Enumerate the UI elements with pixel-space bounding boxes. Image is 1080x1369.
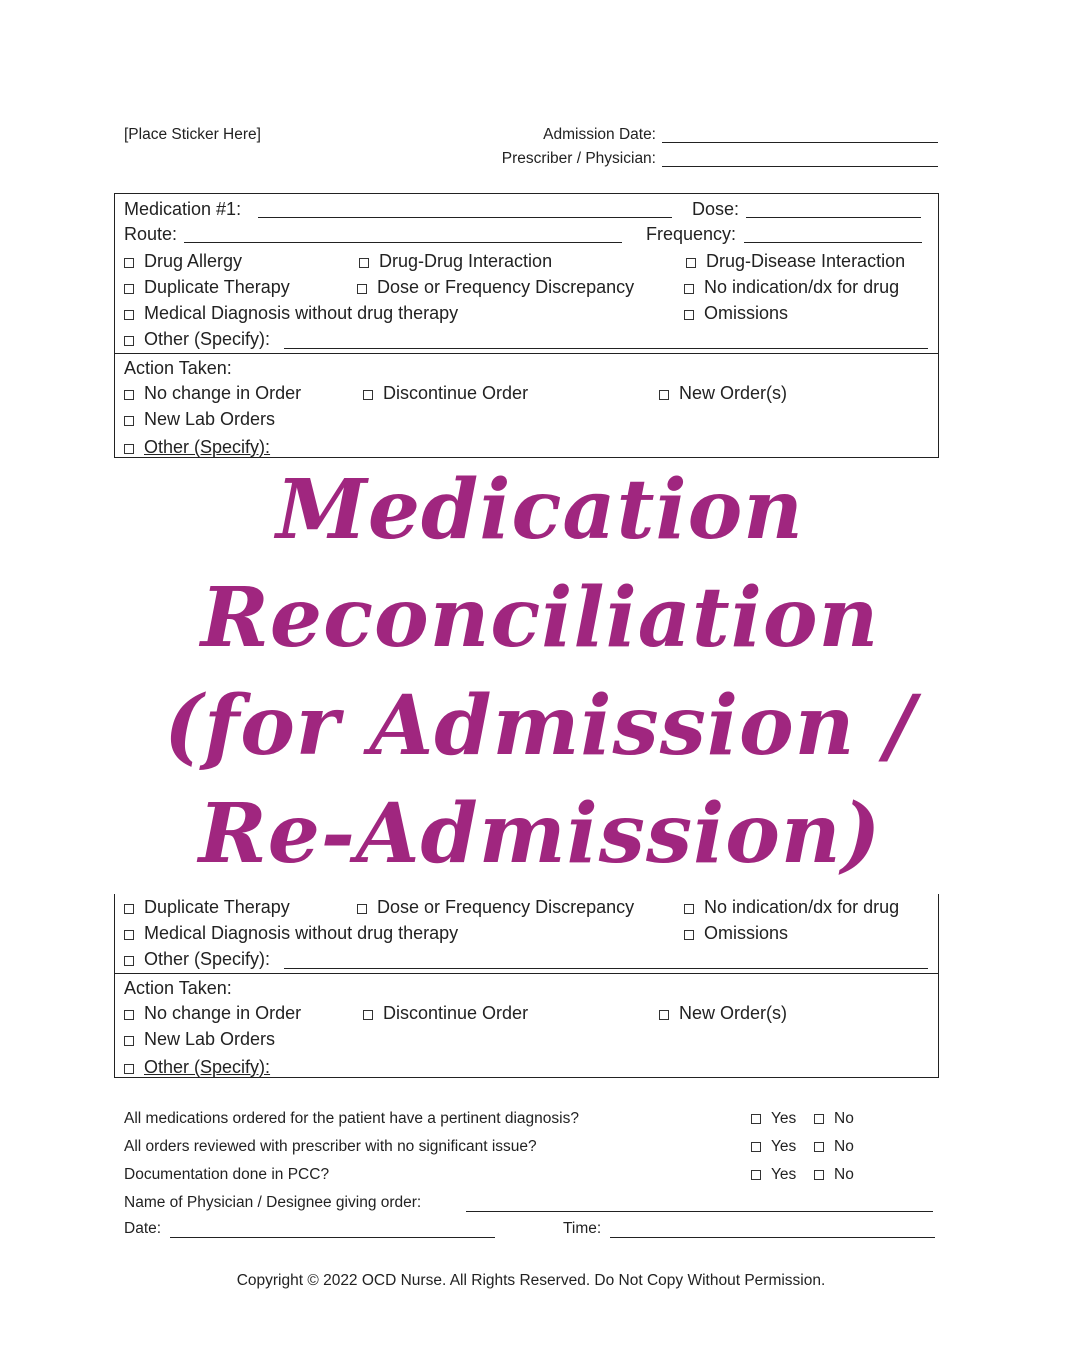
new-orders-label: New Order(s)	[679, 383, 788, 403]
discontinue-option[interactable]	[363, 383, 528, 404]
checkbox-icon[interactable]	[684, 904, 694, 914]
new-orders-option-2[interactable]	[659, 1003, 787, 1024]
yes-label: Yes	[771, 1110, 797, 1127]
med-dx-label: Medical Diagnosis without drug therapy	[144, 923, 459, 943]
checkbox-icon[interactable]	[124, 956, 134, 966]
physician-designee-field[interactable]	[466, 1211, 933, 1212]
checkbox-icon[interactable]	[124, 336, 134, 346]
checkbox-icon[interactable]	[684, 930, 694, 940]
checkbox-icon[interactable]	[814, 1142, 824, 1152]
new-lab-option-2[interactable]	[124, 1029, 275, 1050]
new-lab-label: New Lab Orders	[144, 1029, 276, 1049]
no-label: No	[834, 1138, 854, 1155]
omissions-option-2[interactable]	[684, 923, 788, 944]
frequency-label: Frequency:	[646, 224, 737, 244]
q2-no-option[interactable]	[814, 1138, 854, 1156]
medication-label: Medication #1:	[124, 199, 242, 219]
no-change-option[interactable]	[124, 383, 301, 404]
other-field-2[interactable]	[284, 968, 928, 969]
checkbox-icon[interactable]	[659, 390, 669, 400]
discontinue-label: Discontinue Order	[383, 383, 529, 403]
action-other-option-2[interactable]	[124, 1057, 270, 1078]
checkbox-icon[interactable]	[124, 284, 134, 294]
action-divider-bottom	[114, 973, 939, 974]
admission-date-label: Admission Date:	[543, 126, 656, 143]
checkbox-icon[interactable]	[124, 904, 134, 914]
action-divider-top	[114, 353, 939, 354]
med-dx-option-2[interactable]	[124, 923, 458, 944]
checkbox-icon[interactable]	[751, 1142, 761, 1152]
q3-yes-option[interactable]	[751, 1166, 796, 1184]
q2-yes-option[interactable]	[751, 1138, 796, 1156]
time-field[interactable]	[610, 1237, 935, 1238]
yes-label: Yes	[771, 1138, 797, 1155]
checkbox-icon[interactable]	[124, 930, 134, 940]
dose-freq-option[interactable]	[357, 277, 634, 298]
admission-date-field[interactable]	[662, 142, 938, 143]
checkbox-icon[interactable]	[686, 258, 696, 268]
duplicate-label: Duplicate Therapy	[144, 277, 290, 297]
question-diagnosis: All medications ordered for the patient have a pertinent diagnosis?	[124, 1110, 579, 1127]
checkbox-icon[interactable]	[363, 1010, 373, 1020]
other-label: Other (Specify):	[144, 949, 271, 969]
checkbox-icon[interactable]	[751, 1170, 761, 1180]
checkbox-icon[interactable]	[684, 284, 694, 294]
dose-freq-label: Dose or Frequency Discrepancy	[377, 897, 635, 917]
drug-drug-option[interactable]	[359, 251, 552, 272]
prescriber-field[interactable]	[662, 166, 938, 167]
checkbox-icon[interactable]	[684, 310, 694, 320]
q1-yes-option[interactable]	[751, 1110, 796, 1128]
yes-label: Yes	[771, 1166, 797, 1183]
checkbox-icon[interactable]	[124, 310, 134, 320]
omissions-label: Omissions	[704, 303, 789, 323]
no-indication-option-2[interactable]	[684, 897, 899, 918]
q3-no-option[interactable]	[814, 1166, 854, 1184]
medication-field[interactable]	[258, 217, 672, 218]
other-option[interactable]	[124, 329, 270, 350]
new-lab-label: New Lab Orders	[144, 409, 276, 429]
checkbox-icon[interactable]	[359, 258, 369, 268]
drug-allergy-option[interactable]	[124, 251, 242, 272]
action-title: Action Taken:	[124, 358, 232, 378]
title-line-2: Reconciliation	[200, 570, 880, 666]
checkbox-icon[interactable]	[124, 390, 134, 400]
dose-field[interactable]	[746, 217, 921, 218]
checkbox-icon[interactable]	[124, 1064, 134, 1074]
drug-allergy-label: Drug Allergy	[144, 251, 243, 271]
discontinue-label: Discontinue Order	[383, 1003, 529, 1023]
q1-no-option[interactable]	[814, 1110, 854, 1128]
other-label: Other (Specify):	[144, 329, 271, 349]
med-dx-option[interactable]	[124, 303, 458, 324]
checkbox-icon[interactable]	[363, 390, 373, 400]
action-title-2: Action Taken:	[124, 978, 232, 998]
duplicate-option[interactable]	[124, 277, 290, 298]
no-label: No	[834, 1110, 854, 1127]
new-orders-label: New Order(s)	[679, 1003, 788, 1023]
dose-freq-label: Dose or Frequency Discrepancy	[377, 277, 635, 297]
action-other-option[interactable]	[124, 437, 270, 458]
med-dx-label: Medical Diagnosis without drug therapy	[144, 303, 459, 323]
route-label: Route:	[124, 224, 178, 244]
omissions-option[interactable]	[684, 303, 788, 324]
duplicate-option-2[interactable]	[124, 897, 290, 918]
action-other-label: Other (Specify):	[144, 437, 271, 457]
checkbox-icon[interactable]	[124, 258, 134, 268]
time-label: Time:	[563, 1220, 602, 1237]
no-change-label: No change in Order	[144, 383, 302, 403]
drug-disease-label: Drug-Disease Interaction	[706, 251, 906, 271]
other-field[interactable]	[284, 348, 928, 349]
no-indication-label: No indication/dx for drug	[704, 897, 900, 917]
dose-freq-option-2[interactable]	[357, 897, 634, 918]
no-indication-label: No indication/dx for drug	[704, 277, 900, 297]
no-label: No	[834, 1166, 854, 1183]
copyright-notice: Copyright © 2022 OCD Nurse. All Rights Reserved. Do Not Copy Without Permission.	[236, 1272, 826, 1289]
checkbox-icon[interactable]	[124, 1010, 134, 1020]
no-change-option-2[interactable]	[124, 1003, 301, 1024]
action-other-label: Other (Specify):	[144, 1057, 271, 1077]
frequency-field[interactable]	[744, 242, 922, 243]
discontinue-option-2[interactable]	[363, 1003, 528, 1024]
title-line-3: (for Admission /	[164, 678, 916, 774]
checkbox-icon[interactable]	[659, 1010, 669, 1020]
question-reviewed: All orders reviewed with prescriber with no significant issue?	[124, 1138, 537, 1155]
checkbox-icon[interactable]	[124, 416, 134, 426]
drug-disease-option[interactable]	[686, 251, 905, 272]
date-field[interactable]	[170, 1237, 495, 1238]
no-change-label: No change in Order	[144, 1003, 302, 1023]
physician-designee-label: Name of Physician / Designee giving order:	[124, 1194, 422, 1211]
new-lab-option[interactable]	[124, 409, 275, 430]
question-documentation: Documentation done in PCC?	[124, 1166, 330, 1183]
date-label: Date:	[124, 1220, 162, 1237]
sticker-placeholder: [Place Sticker Here]	[124, 126, 261, 143]
prescriber-label: Prescriber / Physician:	[501, 150, 656, 167]
drug-drug-label: Drug-Drug Interaction	[379, 251, 553, 271]
no-indication-option[interactable]	[684, 277, 899, 298]
dose-label: Dose:	[692, 199, 740, 219]
route-field[interactable]	[184, 242, 622, 243]
new-orders-option[interactable]	[659, 383, 787, 404]
checkbox-icon[interactable]	[751, 1114, 761, 1124]
checkbox-icon[interactable]	[357, 284, 367, 294]
checkbox-icon[interactable]	[814, 1114, 824, 1124]
title-line-1: Medication	[276, 462, 804, 558]
checkbox-icon[interactable]	[357, 904, 367, 914]
duplicate-label: Duplicate Therapy	[144, 897, 290, 917]
checkbox-icon[interactable]	[124, 444, 134, 454]
title-line-4: Re-Admission)	[198, 786, 882, 882]
medication-box-bottom	[114, 894, 939, 1078]
checkbox-icon[interactable]	[124, 1036, 134, 1046]
omissions-label: Omissions	[704, 923, 789, 943]
checkbox-icon[interactable]	[814, 1170, 824, 1180]
other-option-2[interactable]	[124, 949, 270, 970]
